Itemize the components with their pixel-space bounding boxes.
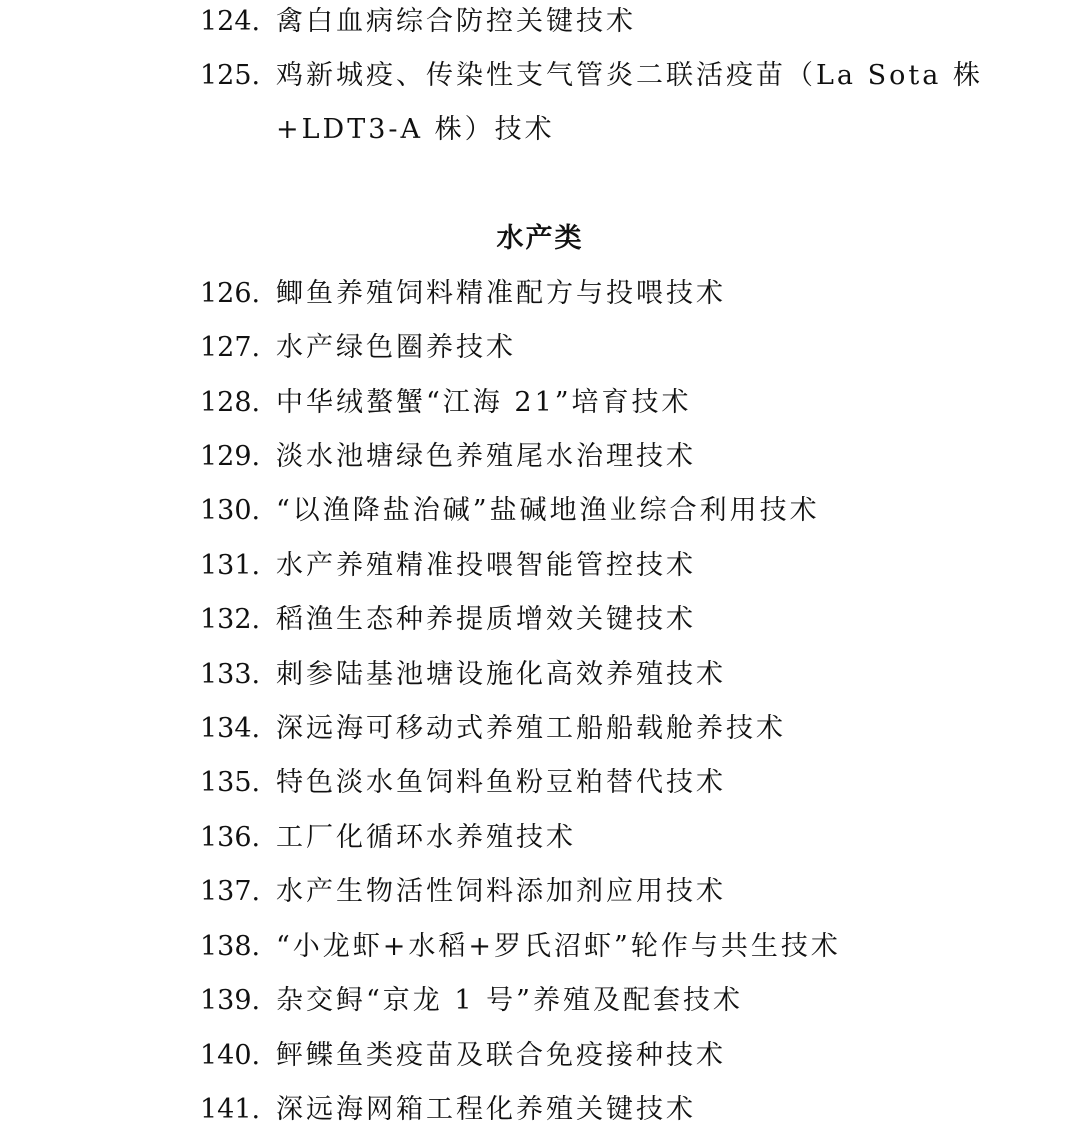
item-text: 杂交鲟“京龙 1 号”养殖及配套技术 — [276, 985, 743, 1016]
list-item — [200, 56, 983, 96]
list-item — [200, 1036, 726, 1076]
list-item — [200, 709, 786, 749]
item-number: 138. — [200, 931, 261, 962]
item-text: 工厂化循环水养殖技术 — [276, 822, 576, 853]
item-text: 鲆鲽鱼类疫苗及联合免疫接种技术 — [276, 1040, 726, 1071]
list-item — [200, 927, 841, 967]
item-text: 淡水池塘绿色养殖尾水治理技术 — [276, 441, 696, 472]
item-number: 129. — [200, 441, 261, 472]
list-item — [200, 383, 692, 423]
item-text: 中华绒螯蟹“江海 21”培育技术 — [276, 387, 692, 418]
list-item — [200, 437, 696, 477]
list-item — [200, 872, 726, 912]
item-text: 水产绿色圈养技术 — [276, 332, 516, 363]
item-text: 水产生物活性饲料添加剂应用技术 — [276, 876, 726, 907]
list-item — [200, 655, 726, 695]
item-text: 刺参陆基池塘设施化高效养殖技术 — [276, 659, 726, 690]
item-text: 特色淡水鱼饲料鱼粉豆粕替代技术 — [276, 767, 726, 798]
item-number: 139. — [200, 985, 261, 1016]
item-number: 130. — [200, 495, 261, 526]
list-item — [200, 546, 696, 586]
item-number: 141. — [200, 1094, 261, 1125]
list-item — [200, 818, 576, 858]
list-item — [200, 600, 696, 640]
item-text: 鸡新城疫、传染性支气管炎二联活疫苗（La Sota 株 — [276, 60, 983, 91]
list-item — [200, 1090, 696, 1130]
item-number: 128. — [200, 387, 261, 418]
item-number: 125. — [200, 60, 261, 91]
item-number: 131. — [200, 550, 261, 581]
list-item — [200, 2, 636, 42]
list-item — [200, 274, 726, 314]
item-text: 深远海网箱工程化养殖关键技术 — [276, 1094, 696, 1125]
list-item — [200, 763, 726, 803]
item-number: 140. — [200, 1040, 261, 1071]
item-number: 132. — [200, 604, 261, 635]
item-text: “小龙虾+水稻+罗氏沼虾”轮作与共生技术 — [276, 931, 841, 962]
list-item — [200, 491, 820, 531]
list-item — [200, 981, 743, 1021]
item-text-continuation: +LDT3-A 株）技术 — [276, 114, 555, 145]
item-number: 124. — [200, 6, 261, 37]
item-text: 水产养殖精准投喂智能管控技术 — [276, 550, 696, 581]
item-text: “以渔降盐治碱”盐碱地渔业综合利用技术 — [276, 495, 820, 526]
item-text: 鲫鱼养殖饲料精准配方与投喂技术 — [276, 278, 726, 309]
list-item — [200, 328, 516, 368]
item-number: 133. — [200, 659, 261, 690]
item-text: 稻渔生态种养提质增效关键技术 — [276, 604, 696, 635]
item-number: 135. — [200, 767, 261, 798]
item-number: 137. — [200, 876, 261, 907]
item-number: 136. — [200, 822, 261, 853]
item-text: 深远海可移动式养殖工船船载舱养技术 — [276, 713, 786, 744]
item-number: 127. — [200, 332, 261, 363]
item-number: 126. — [200, 278, 261, 309]
item-text: 禽白血病综合防控关键技术 — [276, 6, 636, 37]
item-number: 134. — [200, 713, 261, 744]
section-title: 水产类 — [496, 223, 584, 254]
